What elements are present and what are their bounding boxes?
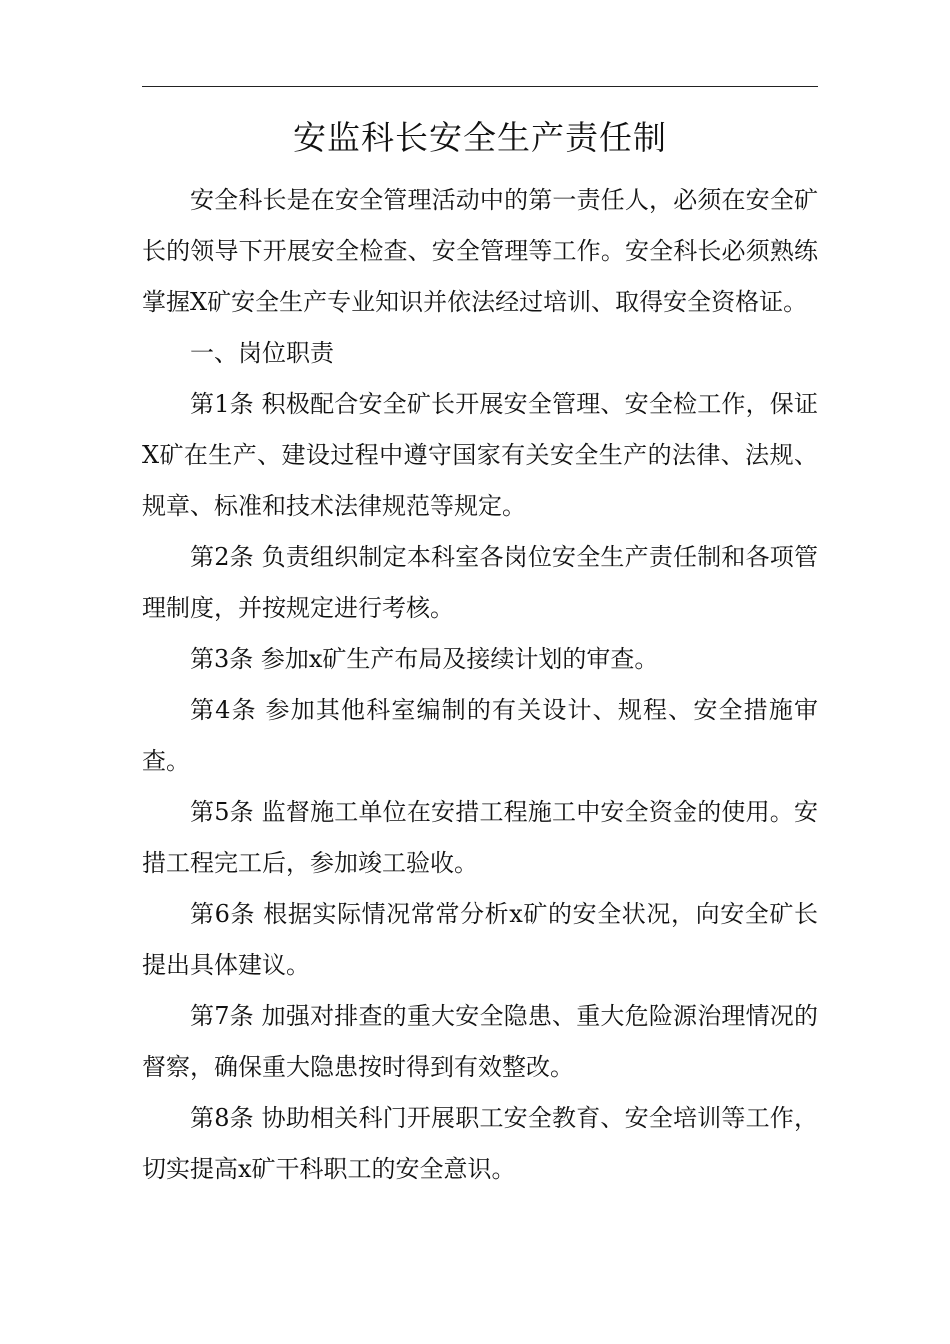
article-3: 第3条 参加x矿生产布局及接续计划的审查。: [190, 645, 659, 673]
intro-paragraph: 安全科长是在安全管理活动中的第一责任人，必须在安全矿长的领导下开展安全检查、安全管理等工作。安全科长必须熟练掌握X矿安全生产专业知识并依法经过培训、取得安全资格证。: [142, 186, 818, 316]
article-4: 第4条 参加其他科室编制的有关设计、规程、安全措施审查。: [142, 696, 818, 775]
document-body: [142, 175, 818, 1195]
article-1: 第1条 积极配合安全矿长开展安全管理、安全检工作，保证X矿在生产、建设过程中遵守国家有关安全生产的法律、法规、规章、标准和技术法律规范等规定。: [142, 390, 818, 520]
section-heading: 一、岗位职责: [190, 339, 334, 367]
document-title: 安监科长安全生产责任制: [293, 118, 667, 157]
article-2: 第2条 负责组织制定本科室各岗位安全生产责任制和各项管理制度，并按规定进行考核。: [142, 543, 818, 622]
article-6: 第6条 根据实际情况常常分析x矿的安全状况，向安全矿长提出具体建议。: [142, 900, 818, 979]
article-5: 第5条 监督施工单位在安措工程施工中安全资金的使用。安措工程完工后，参加竣工验收。: [142, 798, 818, 877]
header-rule: [142, 86, 818, 87]
article-8: 第8条 协助相关科门开展职工安全教育、安全培训等工作，切实提高x矿干科职工的安全意识。: [142, 1104, 818, 1183]
article-7: 第7条 加强对排查的重大安全隐患、重大危险源治理情况的督察，确保重大隐患按时得到有效整改。: [142, 1002, 818, 1081]
